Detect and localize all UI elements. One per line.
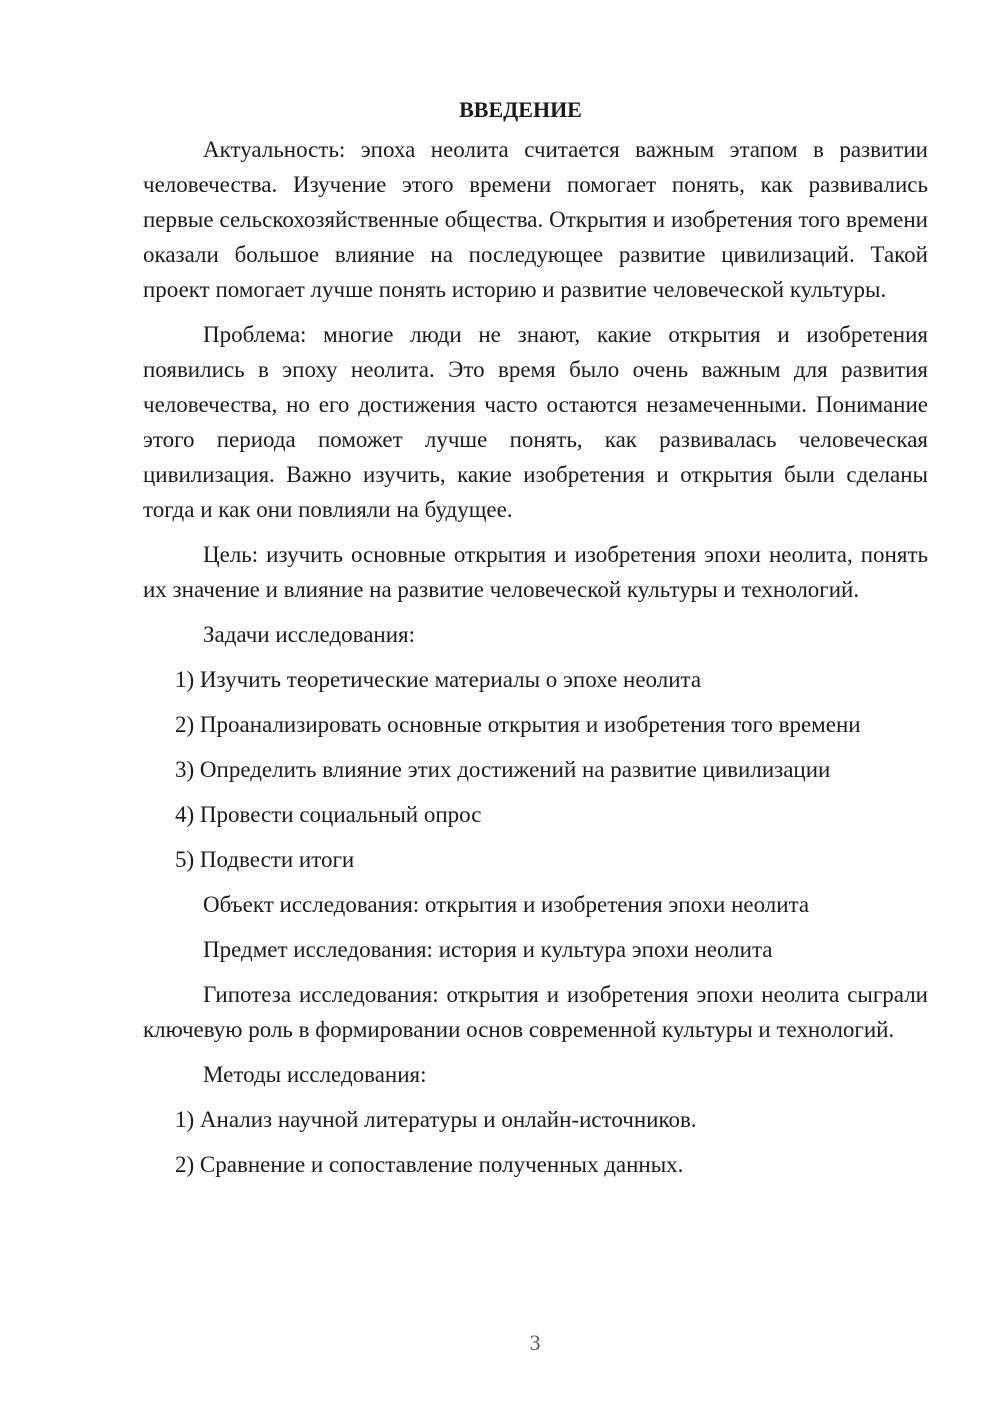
method-item: 2) Сравнение и сопоставление полученных данных. [175,1152,684,1177]
research-subject: Предмет исследования: история и культура эпохи неолита [203,937,773,962]
task-item: 4) Провести социальный опрос [175,802,482,827]
task-item: 1) Изучить теоретические материалы о эпохе неолита [175,667,702,692]
goal-paragraph: Цель: изучить основные открытия и изобретения эпохи неолита, понять их значение и влияние на развитие человеческой культуры и технологий. [143,542,928,602]
problem-paragraph: Проблема: многие люди не знают, какие открытия и изобретения появились в эпоху неолита. Это время было очень важным для развития человечества, но его достижения часто остаются незамеченными. Понимание этого периода поможет лучше понять, как развивалась человеческая цивилизация. Важно изучить, какие изобретения и открытия были сделаны тогда и как они повлияли на будущее. [143,322,928,522]
task-item: 5) Подвести итоги [175,847,355,872]
task-item: 3) Определить влияние этих достижений на развитие цивилизации [175,757,831,782]
page-title [143,92,928,128]
tasks-heading: Задачи исследования: [203,622,416,647]
relevance-paragraph: Актуальность: эпоха неолита считается важным этапом в развитии человечества. Изучение этого времени помогает понять, как развивались первые сельскохозяйственные общества. Открытия и изобретения того времени оказали большое влияние на последующее развитие цивилизаций. Такой проект помогает лучше понять историю и развитие человеческой культуры. [143,137,928,302]
research-object: Объект исследования: открытия и изобретения эпохи неолита [203,892,810,917]
hypothesis-paragraph: Гипотеза исследования: открытия и изобретения эпохи неолита сыграли ключевую роль в формировании основ современной культуры и технологий. [143,982,928,1042]
page-number-text: 3 [529,1330,541,1355]
task-item: 2) Проанализировать основные открытия и изобретения того времени [175,712,861,737]
method-item: 1) Анализ научной литературы и онлайн-источников. [175,1107,697,1132]
methods-heading: Методы исследования: [203,1062,427,1087]
document-page [143,92,928,1192]
page-number [0,1330,1000,1356]
page-title-text: ВВЕДЕНИЕ [459,97,582,122]
